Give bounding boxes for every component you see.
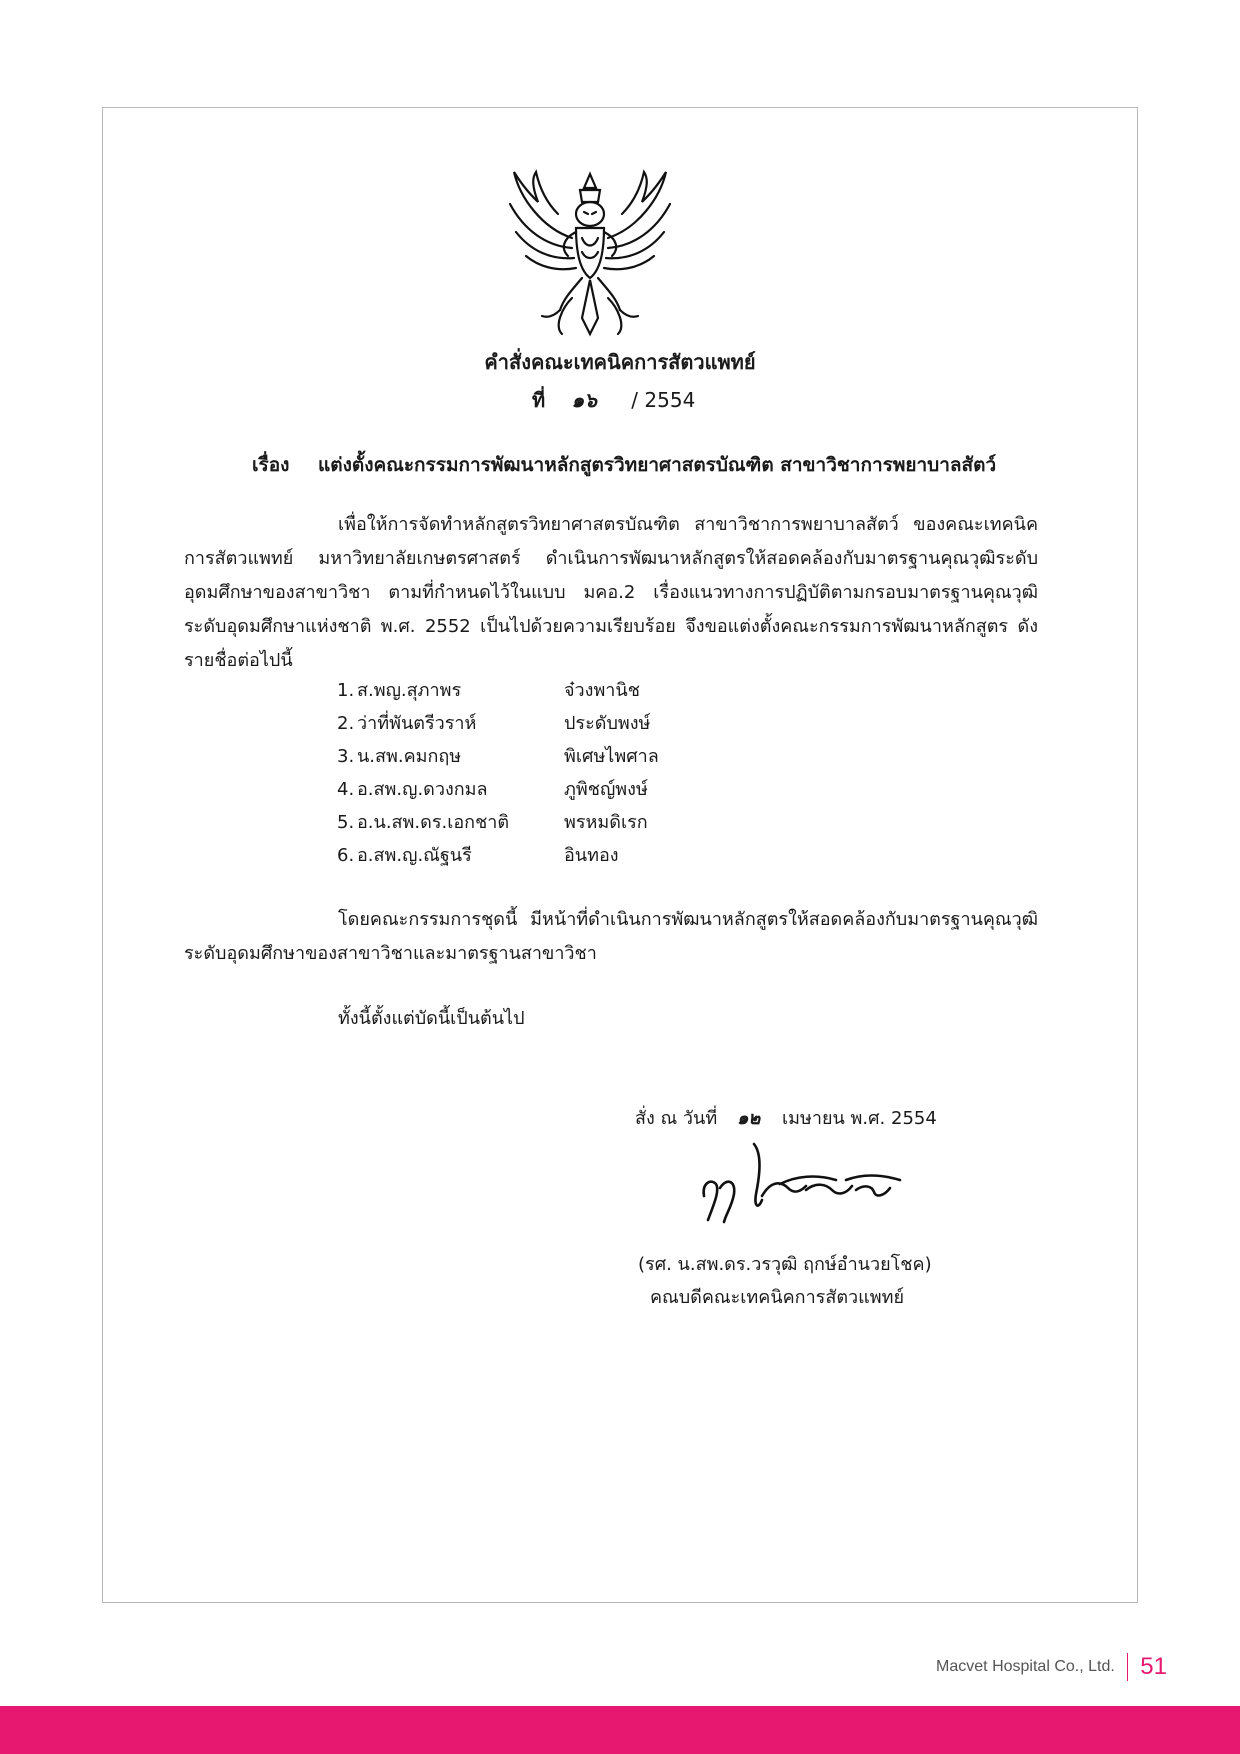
subject-line	[252, 450, 996, 480]
ordered-date	[635, 1103, 937, 1132]
list-item: 4. อ.สพ.ญ.ดวงกมล ภูพิชญ์พงษ์	[337, 779, 648, 800]
order-number-handwritten: ๑๖	[571, 388, 597, 412]
page-number: 51	[1140, 1653, 1167, 1680]
signer-position: คณบดีคณะเทคนิคการสัตวแพทย์	[650, 1287, 905, 1308]
order-number-year: / 2554	[631, 388, 696, 412]
footer-divider	[1127, 1653, 1129, 1681]
list-item: 2. ว่าที่พันตรีวราห์ ประดับพงษ์	[337, 713, 651, 734]
order-number-label: ที่	[532, 388, 546, 412]
order-number	[532, 384, 695, 416]
closing-line: ทั้งนี้ตั้งแต่บัดนี้เป็นต้นไป	[338, 1008, 525, 1029]
subject-text: แต่งตั้งคณะกรรมการพัฒนาหลักสูตรวิทยาศาสตรบัณฑิต สาขาวิชาการพยาบาลสัตว์	[318, 454, 997, 476]
list-item: 1. ส.พญ.สุภาพร จ๋วงพานิช	[337, 680, 640, 701]
garuda-emblem-icon	[502, 168, 678, 338]
document-title: คำสั่งคณะเทคนิคการสัตวแพทย์	[484, 350, 756, 374]
subject-label: เรื่อง	[252, 454, 290, 476]
paragraph-duties: โดยคณะกรรมการชุดนี้ มีหน้าที่ดำเนินการพัฒนาหลักสูตรให้สอดคล้องกับมาตรฐานคุณวุฒิระดับอุดมศึกษาของสาขาวิชาและมาตรฐานสาขาวิชา	[184, 909, 1038, 964]
list-item: 6. อ.สพ.ญ.ณัฐนรี อินทอง	[337, 845, 619, 866]
ordered-prefix: สั่ง ณ วันที่	[635, 1108, 718, 1129]
ordered-month-year: เมษายน พ.ศ. 2554	[781, 1108, 937, 1129]
handwritten-signature	[696, 1134, 910, 1234]
committee-member-list	[337, 674, 659, 872]
list-item: 3. น.สพ.คมกฤษ พิเศษไพศาล	[337, 746, 659, 767]
page-footer	[936, 1653, 1167, 1681]
footer-accent-bar	[0, 1706, 1240, 1754]
paragraph-purpose: เพื่อให้การจัดทำหลักสูตรวิทยาศาสตรบัณฑิต สาขาวิชาการพยาบาลสัตว์ ของคณะเทคนิคการสัตวแพทย์ มหาวิทยาลัยเกษตรศาสตร์ ดำเนินการพัฒนาหลักสูตรให้สอดคล้องกับมาตรฐานคุณวุฒิระดับอุดมศึกษาของสาขาวิชา ตามที่กำหนดไว้ในแบบ มคอ.2 เรื่องแนวทางการปฏิบัติตามกรอบมาตรฐานคุณวุฒิระดับอุดมศึกษาแห่งชาติ พ.ศ. 2552 เป็นไปด้วยความเรียบร้อย จึงขอแต่งตั้งคณะกรรมการพัฒนาหลักสูตร ดังรายชื่อต่อไปนี้	[184, 514, 1038, 671]
ordered-day-handwritten: ๑๒	[736, 1108, 761, 1129]
list-item: 5. อ.น.สพ.ดร.เอกชาติ พรหมดิเรก	[337, 812, 648, 833]
company-name: Macvet Hospital Co., Ltd.	[936, 1658, 1115, 1675]
signer-name: (รศ. น.สพ.ดร.วรวุฒิ ฤกษ์อำนวยโชค)	[638, 1254, 932, 1275]
